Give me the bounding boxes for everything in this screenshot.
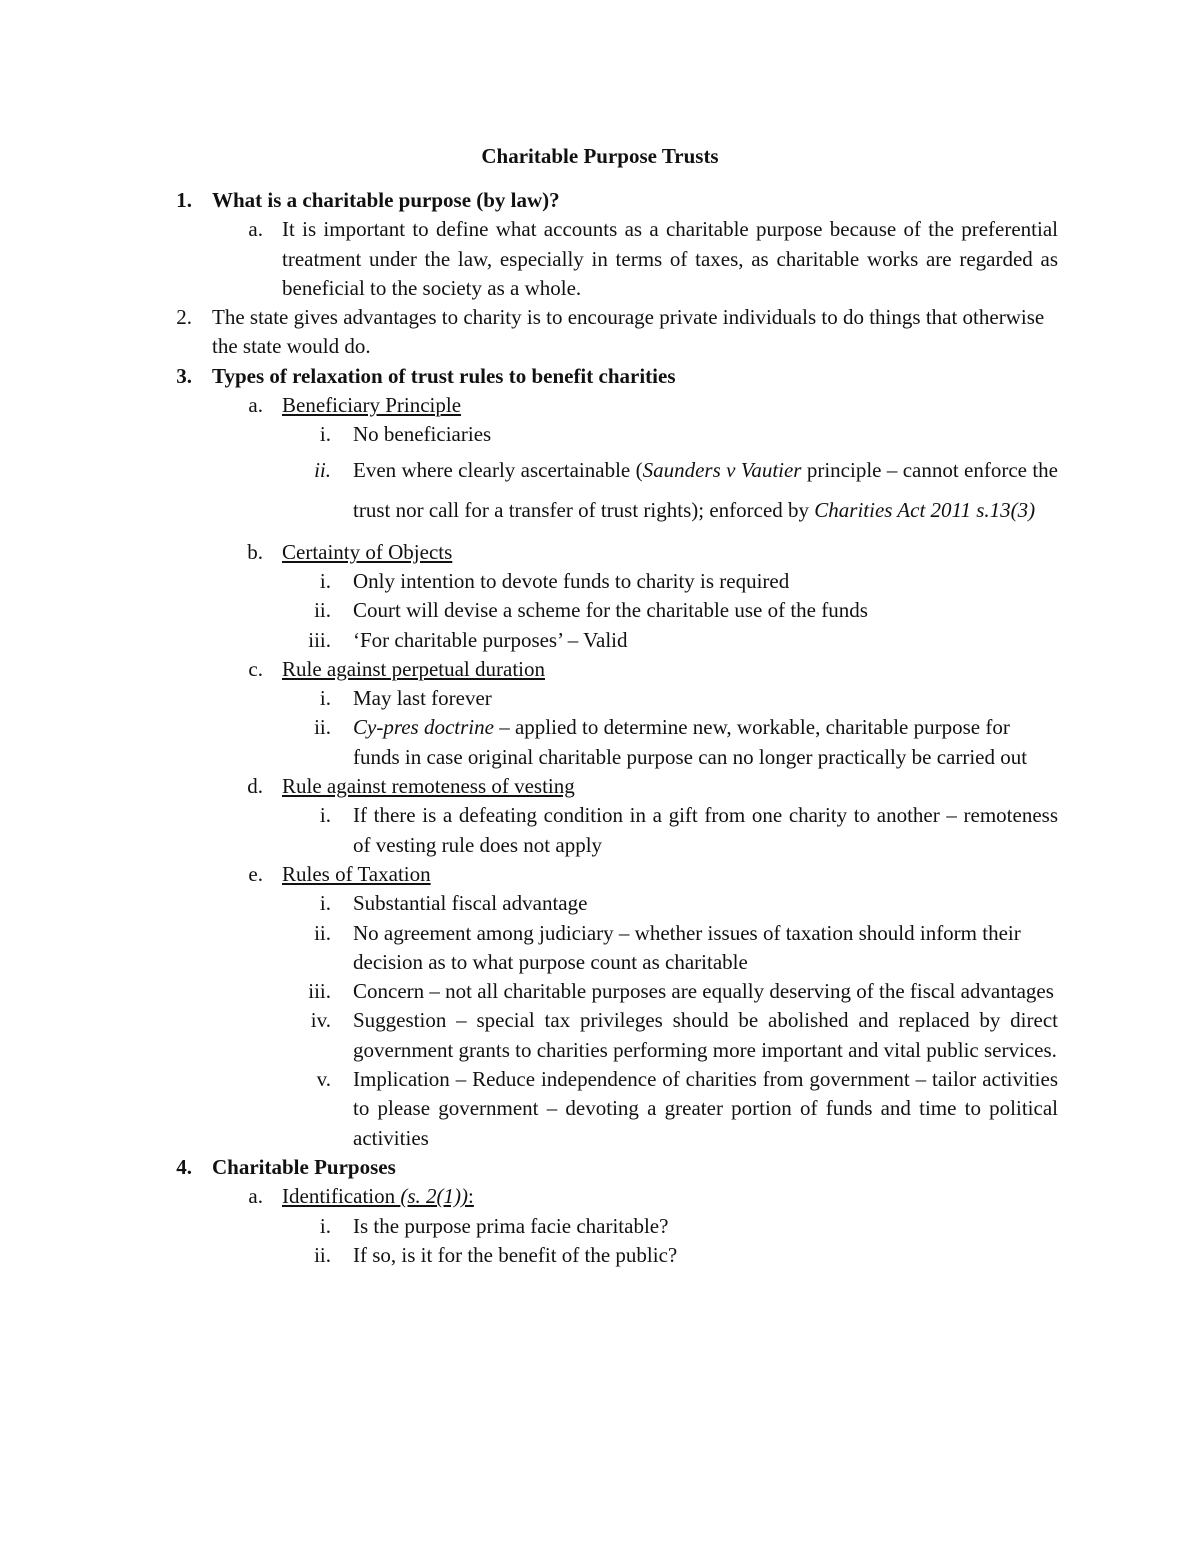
section-3-item-e [0,860,1200,889]
section-1-item-a [0,215,1200,303]
section-3a-point-i [0,420,1200,449]
section-4a-point-ii [0,1241,1200,1270]
item-letter: a. [248,393,263,418]
point-text: If so, is it for the benefit of the public? [353,1242,678,1267]
item-heading: Rule against remoteness of vesting [282,774,575,799]
section-3-item-d [0,772,1200,801]
point-text: Suggestion – special tax privileges should be abolished and replaced by direct government grants to charities performing more important and vital public services. [353,1008,1058,1062]
point-numeral: ii. [314,457,331,482]
section-3b-point-i [0,567,1200,596]
section-3b-point-iii [0,626,1200,655]
point-numeral: ii. [314,715,331,740]
item-letter: d. [247,774,263,799]
point-numeral: ii. [314,1242,331,1267]
item-heading: Rule against perpetual duration [282,656,546,681]
item-heading [282,1182,1058,1211]
section-3e-point-v [0,1065,1200,1153]
point-numeral: i. [319,891,331,916]
section-3a-point-ii [0,450,1200,530]
section-3-item-b [0,538,1200,567]
section-3c-point-i [0,684,1200,713]
point-text: No agreement among judiciary – whether issues of taxation should inform their decision as to what purpose count as charitable [353,920,1021,974]
section-number: 1. [176,188,192,212]
point-text-middle: principle – cannot enforce the trust nor call for a transfer of trust rights); enforced by [353,457,1058,522]
point-numeral: i. [319,803,331,828]
section-3b-point-ii [0,596,1200,625]
point-numeral: i. [319,1213,331,1238]
section-heading: What is a charitable purpose (by law)? [212,188,560,212]
doctrine-name: Cy-pres doctrine [353,715,494,740]
point-text-start: Even where clearly ascertainable ( [353,457,643,482]
item-letter: a. [248,1184,263,1209]
section-4-item-a [0,1182,1200,1211]
point-text: May last forever [353,686,492,711]
item-letter: c. [248,656,263,681]
section-3c-point-ii [0,713,1200,772]
point-text: No beneficiaries [353,422,492,447]
point-text: Court will devise a scheme for the charitable use of the funds [353,598,868,623]
section-3d-point-i [0,801,1200,860]
point-text-rest: – applied to determine new, workable, charitable purpose for funds in case original charitable purpose can no longer practically be carried out [353,715,1028,769]
point-numeral: ii. [314,920,331,945]
section-text: The state gives advantages to charity is to encourage private individuals to do things that otherwise the state would do. [212,305,1045,359]
point-text: Substantial fiscal advantage [353,891,588,916]
section-4a-point-i [0,1212,1200,1241]
point-text [353,713,1058,772]
section-3e-point-i [0,889,1200,918]
section-3 [0,362,1200,391]
point-text [353,450,1058,530]
statute-reference: Charities Act 2011 s.13(3) [814,497,1036,522]
section-heading: Charitable Purposes [212,1154,396,1179]
page-title: Charitable Purpose Trusts [481,144,719,168]
section-1 [0,186,1200,215]
point-text: If there is a defeating condition in a gift from one charity to another – remoteness of vesting rule does not apply [353,803,1058,857]
heading-colon: : [468,1184,474,1209]
item-letter: b. [247,539,263,564]
item-heading-text: Identification [282,1184,401,1209]
point-text: Concern – not all charitable purposes are equally deserving of the fiscal advantages [353,979,1054,1004]
section-number: 4. [176,1154,192,1179]
point-text: ‘For charitable purposes’ – Valid [353,627,628,652]
section-number: 2. [176,305,192,330]
section-3e-point-iii [0,977,1200,1006]
section-2 [0,303,1200,362]
point-text: Is the purpose prima facie charitable? [353,1213,669,1238]
point-numeral: v. [316,1067,331,1092]
section-heading: Types of relaxation of trust rules to benefit charities [212,363,676,388]
case-name: Saunders v Vautier [642,457,802,482]
point-text: Only intention to devote funds to charity is required [353,568,790,593]
section-3e-point-ii [0,919,1200,978]
item-letter: e. [248,861,263,886]
point-numeral: iii. [308,979,331,1004]
section-number: 3. [176,363,192,388]
point-text: Implication – Reduce independence of charities from government – tailor activities to please government – devoting a greater portion of funds and time to political activities [353,1067,1058,1150]
point-numeral: iv. [310,1008,331,1033]
point-numeral: i. [319,568,331,593]
item-heading: Beneficiary Principle [282,393,462,418]
statute-reference: (s. 2(1)) [400,1184,469,1209]
section-4 [0,1153,1200,1182]
item-heading: Certainty of Objects [282,539,453,564]
section-3-item-c [0,655,1200,684]
section-3-item-a [0,391,1200,420]
item-heading: Rules of Taxation [282,861,431,886]
item-letter: a. [248,217,263,242]
outline [0,186,1200,1270]
point-numeral: i. [319,686,331,711]
point-numeral: ii. [314,598,331,623]
section-3e-point-iv [0,1006,1200,1065]
point-numeral: iii. [308,627,331,652]
point-numeral: i. [319,422,331,447]
item-text: It is important to define what accounts as a charitable purpose because of the preferential treatment under the law, especially in terms of taxes, as charitable works are regarded as beneficial to the society as a whole. [282,217,1058,300]
